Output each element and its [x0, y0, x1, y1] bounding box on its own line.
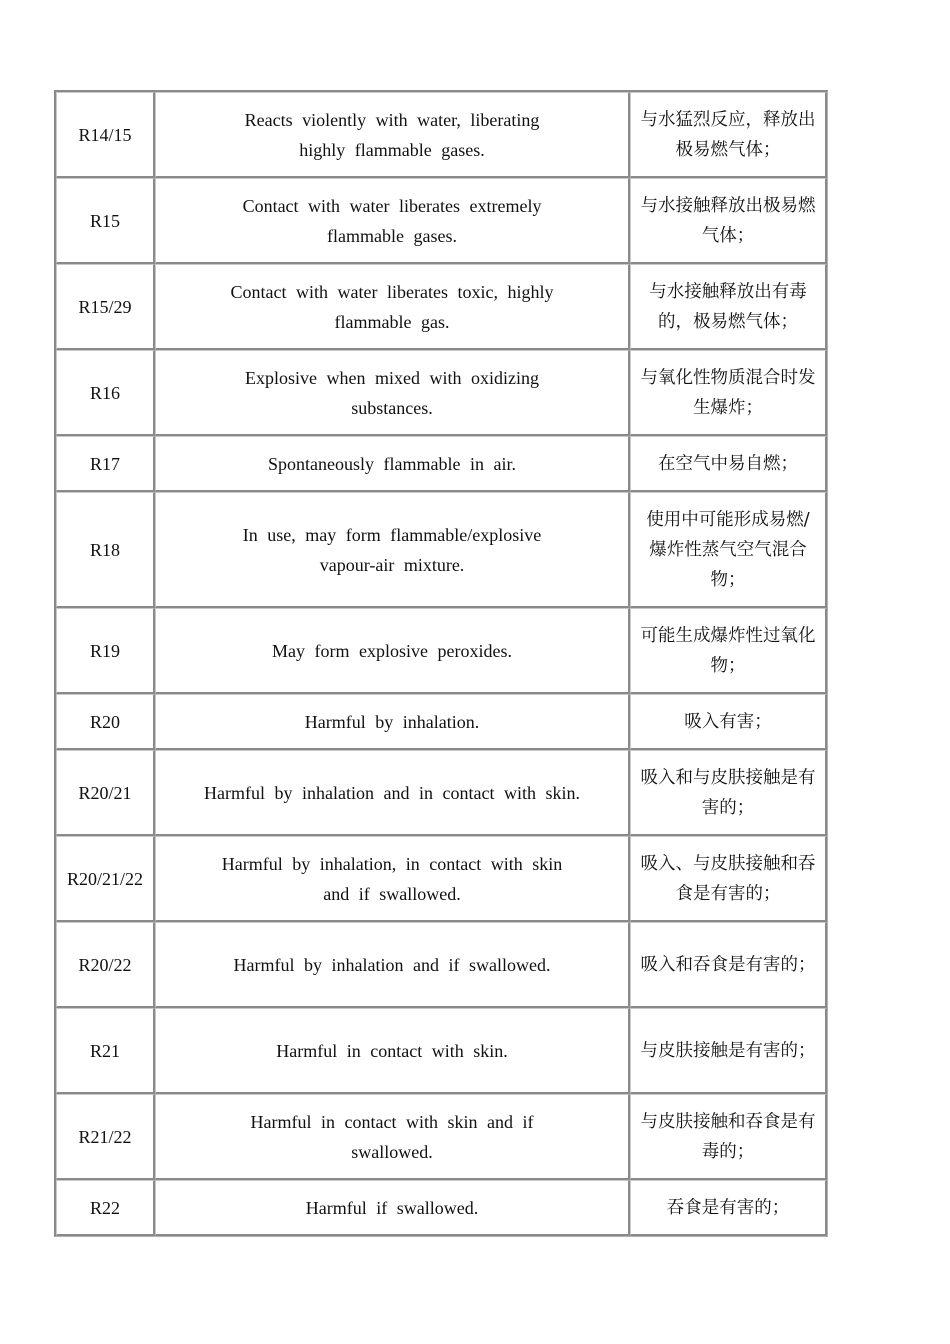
chinese-description: 可能生成爆炸性过氧化物； [630, 608, 827, 694]
risk-code: R20/21 [56, 750, 155, 836]
table-row [56, 92, 827, 178]
risk-code: R17 [56, 436, 155, 492]
risk-code: R20/21/22 [56, 836, 155, 922]
english-description: Harmful in contact with skin and if swallowed. [155, 1094, 630, 1180]
chinese-description: 与水接触释放出有毒的，极易燃气体； [630, 264, 827, 350]
chinese-description: 吸入有害； [630, 694, 827, 750]
english-description: Harmful by inhalation, in contact with skin and if swallowed. [155, 836, 630, 922]
english-description: May form explosive peroxides. [155, 608, 630, 694]
risk-code: R15 [56, 178, 155, 264]
table-row [56, 836, 827, 922]
chinese-description: 使用中可能形成易燃/爆炸性蒸气空气混合物； [630, 492, 827, 608]
chinese-description: 与水接触释放出极易燃气体； [630, 178, 827, 264]
english-description: Spontaneously flammable in air. [155, 436, 630, 492]
table-row [56, 264, 827, 350]
risk-code: R21/22 [56, 1094, 155, 1180]
chinese-description: 吸入和吞食是有害的； [630, 922, 827, 1008]
risk-code: R21 [56, 1008, 155, 1094]
chinese-description: 吸入和与皮肤接触是有害的； [630, 750, 827, 836]
chinese-description: 吸入、与皮肤接触和吞食是有害的； [630, 836, 827, 922]
chinese-description: 吞食是有害的； [630, 1180, 827, 1236]
table-row [56, 608, 827, 694]
chinese-description: 与皮肤接触和吞食是有毒的； [630, 1094, 827, 1180]
table-row [56, 694, 827, 750]
english-description: Harmful in contact with skin. [155, 1008, 630, 1094]
chinese-description: 与水猛烈反应，释放出极易燃气体； [630, 92, 827, 178]
english-description: Reacts violently with water, liberating highly flammable gases. [155, 92, 630, 178]
risk-code: R22 [56, 1180, 155, 1236]
english-description: In use, may form flammable/explosive vapour-air mixture. [155, 492, 630, 608]
risk-code: R20/22 [56, 922, 155, 1008]
chinese-description: 在空气中易自燃； [630, 436, 827, 492]
english-description: Contact with water liberates extremely flammable gases. [155, 178, 630, 264]
chinese-description: 与氧化性物质混合时发生爆炸； [630, 350, 827, 436]
table-row [56, 178, 827, 264]
risk-code: R20 [56, 694, 155, 750]
english-description: Harmful by inhalation and in contact with skin. [155, 750, 630, 836]
risk-code: R19 [56, 608, 155, 694]
table-row [56, 1094, 827, 1180]
chinese-description: 与皮肤接触是有害的； [630, 1008, 827, 1094]
risk-code: R16 [56, 350, 155, 436]
table-row [56, 1180, 827, 1236]
risk-phrases-table [54, 90, 828, 1237]
table-row [56, 1008, 827, 1094]
english-description: Contact with water liberates toxic, highly flammable gas. [155, 264, 630, 350]
english-description: Harmful by inhalation and if swallowed. [155, 922, 630, 1008]
table-row [56, 436, 827, 492]
table-row [56, 350, 827, 436]
english-description: Harmful if swallowed. [155, 1180, 630, 1236]
risk-code: R15/29 [56, 264, 155, 350]
english-description: Harmful by inhalation. [155, 694, 630, 750]
table-row [56, 750, 827, 836]
risk-code: R14/15 [56, 92, 155, 178]
table-row [56, 492, 827, 608]
table-row [56, 922, 827, 1008]
english-description: Explosive when mixed with oxidizing substances. [155, 350, 630, 436]
risk-code: R18 [56, 492, 155, 608]
